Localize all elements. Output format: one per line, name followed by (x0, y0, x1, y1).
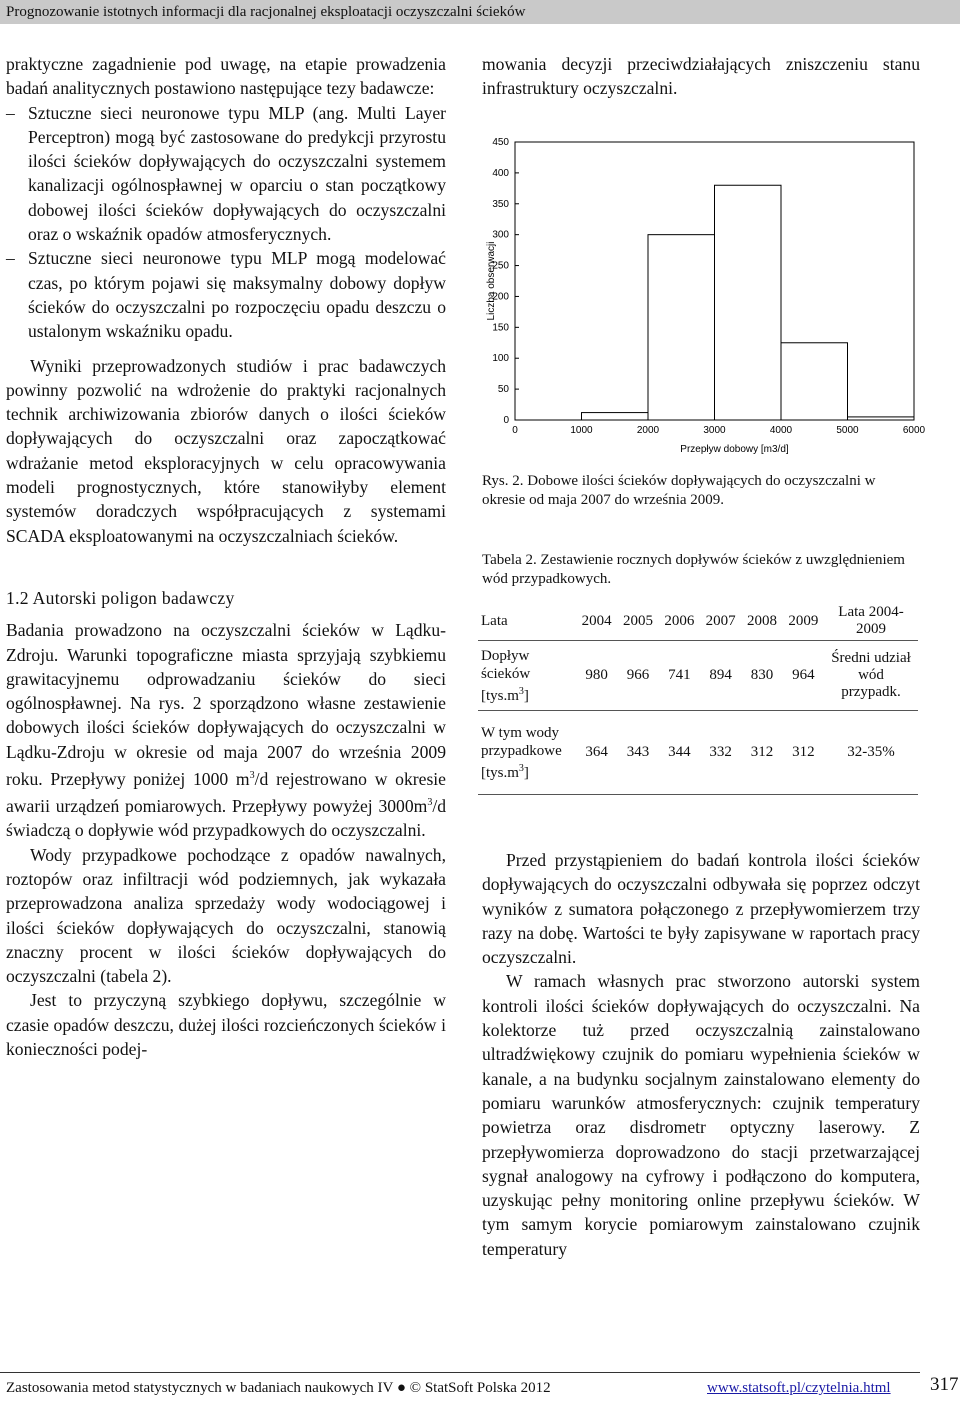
table-cell: Średni udział wód przypadk. (824, 641, 918, 711)
table-header-row (478, 602, 918, 641)
y-tick-label: 350 (492, 198, 509, 210)
table-cell: 344 (659, 711, 700, 795)
table-year-cell: 2005 (617, 602, 658, 641)
table-cell: 343 (617, 711, 658, 795)
table-cell: 312 (783, 711, 824, 795)
table-year-cell: 2004 (576, 602, 617, 641)
table-cell: 312 (741, 711, 782, 795)
table-cell: 364 (576, 711, 617, 795)
x-tick-label: 4000 (769, 425, 793, 436)
right-body (482, 848, 920, 1261)
thesis-item-1: – Sztuczne sieci neuronowe typu MLP (ang. Multi Layer Perceptron) mogą być zastosowane do predykcji przyrostu ilości ścieków dopływających do oczyszczalni systemem kanalizacji ogólnospławnej w oparciu o stan początkowy dobowej ilości ścieków dopływających do oczyszczalni oraz o wskaźnik opadów atmosferycznych. (6, 101, 446, 247)
table-year-cell: 2006 (659, 602, 700, 641)
x-axis-label: Przepływ dobowy [m3/d] (680, 444, 789, 455)
section-heading: 1.2 Autorski poligon badawczy (6, 587, 235, 608)
table-cell: 966 (617, 641, 658, 711)
figure-caption: Rys. 2. Dobowe ilości ścieków dopływających do oczyszczalni w okresie od maja 2007 do września 2009. (482, 473, 876, 508)
inflow-paragraph: Jest to przyczyną szybkiego dopływu, szczególnie w czasie opadów deszczu, dużej ilości rozcieńczonych ścieków i konieczności podej- (6, 990, 446, 1059)
stormwater-paragraph: Wody przypadkowe pochodzące z opadów nawalnych, roztopów oraz infiltracji wód podziemnych, jak wykazała przeprowadzona analiza sprzedaży wody wodociągowej i ilości ścieków dopływających do oczyszczalni, stanowią znaczny procent w ilości ścieków dopływających do oczyszczalni (tabela 2). (6, 844, 446, 987)
table-header-label: Lata (478, 602, 576, 641)
study-site-paragraph: Badania prowadzono na oczyszczalni ścieków w Lądku-Zdroju. Warunki topograficzne miasta sprzyjają szybkiemu grawitacyjnemu odprowadzaniu ścieków do sieci ogólnospławnej. Na rys. 2 sporządzono własne zestawienie dobowych ilości ścieków dopływających do oczyszczalni w Lądku-Zdroju w okresie od maja 2007 do września 2009 roku. Przepływy poniżej 1000 $m^3/d$ rejestrowano w okresie awarii urządzeń pomiarowych. Przepływy powyżej $3000m^3/d$ świadczą o dopływie wód przypadkowych do oczyszczalni. (6, 620, 446, 841)
x-tick-label: 2000 (636, 425, 660, 436)
table-year-cell: 2009 (783, 602, 824, 641)
x-tick-label: 0 (512, 425, 518, 436)
table-cell: 830 (741, 641, 782, 711)
y-tick-label: 400 (492, 167, 509, 179)
running-header-title: Prognozowanie istotnych informacji dla racjonalnej eksploatacji oczyszczalni ścieków (6, 4, 526, 20)
page-footer (0, 1372, 960, 1406)
table-cell: 964 (783, 641, 824, 711)
table-cell: 332 (700, 711, 741, 795)
x-tick-label: 1000 (570, 425, 593, 436)
table-header-last: Lata 2004-2009 (824, 602, 918, 641)
left-column (6, 52, 446, 1061)
y-tick-label: 50 (497, 384, 509, 396)
table-row-label: W tym wody przypadkowe $[tys.m^3]$ (478, 711, 576, 795)
footer-link[interactable]: www.statsoft.pl/czytelnia.html (707, 1380, 891, 1396)
control-paragraph: Przed przystąpieniem do badań kontrola ilości ścieków dopływających do oczyszczalni odbywała się poprzez odczyt wyników z sumatora połączonego z przepływomierzem trzy razy na dobę. Wartości te były zapisywane w raportach pracy oczyszczalni. (482, 850, 920, 968)
table-row-label: Dopływ ścieków $[tys.m^3]$ (478, 641, 576, 711)
y-axis-label: Liczba obserwacji (486, 241, 497, 321)
y-tick-label: 250 (492, 260, 509, 272)
table-row (478, 711, 918, 795)
footer-divider (0, 1372, 920, 1373)
table-cell: 741 (659, 641, 700, 711)
histogram-svg (482, 128, 926, 468)
histogram-bar (582, 413, 649, 420)
y-tick-label: 100 (492, 353, 509, 365)
table-year-cell: 2007 (700, 602, 741, 641)
table-cell: 894 (700, 641, 741, 711)
table-cell: 32-35% (824, 711, 918, 795)
y-tick-label: 450 (492, 137, 509, 148)
histogram-bar (715, 185, 782, 420)
thesis-item-2: – Sztuczne sieci neuronowe typu MLP mogą modelować czas, po którym pojawi się maksymalny dobowy dopływ ścieków do oczyszczalni po rozpoczęciu opadu deszczu o ustalonym wskaźniku opadu. (6, 246, 446, 343)
system-paragraph: W ramach własnych prac stworzono autorski system kontroli ilości ścieków dopływających do oczyszczalni. Na kolektorze tuż przed oczyszczalnią zainstalowano ultradźwiękowy czujnik do pomiaru wypełnienia ścieków w kanale, a na budynku socjalnym zainstalowano elementy do pomiaru warunków atmosferycznych: czujnik temperatury powietrza oraz disdrometr optyczny laserowy. Z przepływomierza doprowadzono do stacji przetwarzającej sygnał analogowy na cyfrowy i podłączono do komputera, uzyskując pełny monitoring online przepływu ścieków. W tym samym korycie pomiarowym zainstalowano czujnik temperatury (482, 971, 920, 1259)
table-cell: 980 (576, 641, 617, 711)
x-tick-label: 6000 (902, 425, 926, 436)
page-number: 317 (930, 1374, 959, 1395)
left-intro-paragraph: praktyczne zagadnienie pod uwagę, na etapie prowadzenia badań analitycznych postawiono następujące tezy badawcze: (6, 54, 446, 99)
histogram-bar (848, 417, 915, 420)
y-tick-label: 0 (503, 415, 509, 426)
footer-text: Zastosowania metod statystycznych w badaniach naukowych IV ● © StatSoft Polska 2012 (6, 1380, 551, 1396)
y-tick-label: 300 (492, 229, 509, 241)
results-paragraph: Wyniki przeprowadzonych studiów i prac badawczych powinny pozwolić na wdrożenie do praktyki racjonalnych technik archiwizowania zbiorów danych o ilości ścieków dopływających do oczyszczalni oraz zapoczątkować wdrażanie metod eksploracyjnych w celu opracowywania modeli prognostycznych, które stanowiłyby element systemów doradczych współpracujących z systemami SCADA eksploatowanymi na oczyszczalniach ścieków. (6, 355, 446, 546)
inflow-table (478, 602, 918, 795)
right-intro-paragraph: mowania decyzji przeciwdziałających zniszczeniu stanu infrastruktury oczyszczalni. (482, 54, 920, 99)
table-year-cell: 2008 (741, 602, 782, 641)
y-tick-label: 200 (492, 291, 509, 303)
right-intro (482, 52, 920, 101)
histogram-bar (648, 235, 715, 420)
table-row (478, 641, 918, 711)
x-tick-label: 3000 (703, 425, 726, 436)
running-header (0, 0, 960, 24)
histogram-chart (482, 128, 926, 468)
histogram-bar (781, 343, 848, 420)
x-tick-label: 5000 (836, 425, 859, 436)
y-tick-label: 150 (492, 322, 509, 334)
table-caption: Tabela 2. Zestawienie rocznych dopływów ścieków z uwzględnieniem wód przypadkowych. (482, 552, 905, 587)
